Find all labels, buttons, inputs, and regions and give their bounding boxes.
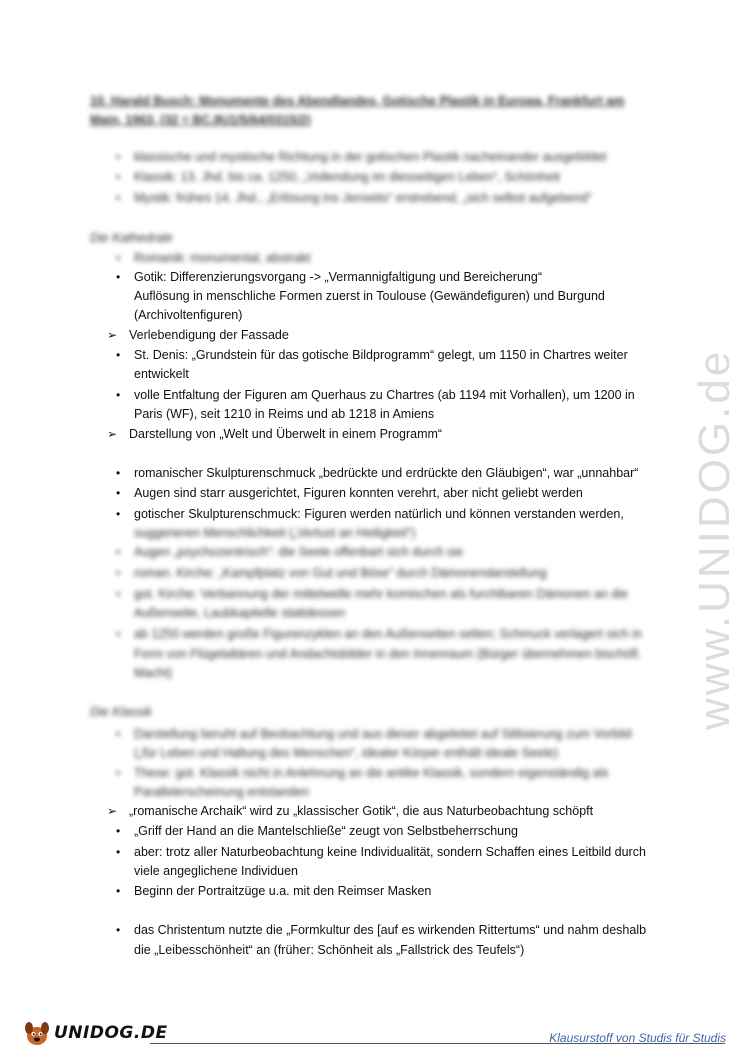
text-line: („für Leben und Haltung des Menschen“, idealer Körper enthält ideale Seele) [134, 746, 558, 760]
watermark: www.UNIDOG.de [690, 348, 739, 730]
text-line: suggerieren Menschlichkeit („Verlust an Heiligkeit“) [134, 526, 416, 540]
text-line: romanischer Skulpturenschmuck „bedrückte und erdrückte den Gläubigen“, war „unnahbar“ [134, 466, 639, 480]
text-line: Macht) [134, 666, 173, 680]
text-line: Darstellung von „Welt und Überwelt in einem Programm“ [129, 427, 443, 441]
arrow-bullet-icon: ➢ [107, 427, 118, 441]
text-line: got. Kirche: Verbannung der mittelwelle mehr komischen als furchtbaren Dämonen an die [134, 587, 629, 601]
section-title-kathedrale: Die Kathedrale [90, 231, 173, 245]
text-line: Mystik: frühes 14. Jhd., „Erlösung ins Jenseits“ erstrebend, „sich selbst aufgebend“ [134, 191, 592, 205]
bullet-dot-icon: • [116, 545, 121, 559]
text-line: das Christentum nutzte die „Formkultur des [auf es wirkenden Rittertums“ und nahm deshalb [134, 923, 647, 937]
bullet-dot-icon: • [116, 251, 121, 265]
bullet-dot-icon: • [116, 507, 121, 521]
text-line: die „Leibesschönheit“ an (früher: Schönheit als „Fallstrick des Teufels“) [134, 943, 525, 957]
text-line: Romanik: monumental, abstrakt [134, 251, 311, 265]
bullet-dot-icon: • [116, 587, 121, 601]
logo-text: UNIDOG.DE [54, 1023, 168, 1043]
text-line: Paris (WF), seit 1210 in Reims und ab 1218 in Amiens [134, 407, 435, 421]
text-line: Form von Flügelaltären und Andachtsbilder in den Innenraum (Bürger übernehmen bischöfl. [134, 647, 642, 661]
bullet-dot-icon: • [116, 170, 121, 184]
unidog-logo [22, 1018, 168, 1048]
bullet-dot-icon: • [116, 270, 121, 284]
text-line: roman. Kirche: „Kampfplatz von Gut und Böse“ durch Dämonendarstellung [134, 566, 547, 580]
text-line: Gotik: Differenzierungsvorgang -> „Vermannigfaltigung und Bereicherung“ [134, 270, 542, 284]
bullet-dot-icon: • [116, 766, 121, 780]
text-line: Augen sind starr ausgerichtet, Figuren konnten verehrt, aber nicht geliebt werden [134, 486, 583, 500]
text-line: These: got. Klassik nicht in Anlehnung an die antike Klassik, sondern eigenständig als [134, 766, 609, 780]
text-line: Darstellung beruht auf Beobachtung und aus dieser abgeleitet auf Stilisierung zum Vorbild [134, 727, 632, 741]
document-heading: 10. Harald Busch: Monumente des Abendlandes, Gotische Plastik in Europa, Frankfurt am Main, 1963, (32 = BC.8U1/5/64/0315/2) [90, 94, 625, 127]
bullet-dot-icon: • [116, 348, 121, 362]
text-line: volle Entfaltung der Figuren am Querhaus zu Chartres (ab 1194 mit Vorhallen), um 1200 in [134, 388, 635, 402]
text-line: klassische und mystische Richtung in der gotischen Plastik nacheinander ausgebildet [134, 150, 607, 164]
footer-slogan: Klausurstoff von Studis für Studis [549, 1031, 726, 1045]
bullet-dot-icon: • [116, 845, 121, 859]
bullet-dot-icon: • [116, 884, 121, 898]
text-line: Augen „psychozentrisch“: die Seele offenbart sich durch sie [134, 545, 464, 559]
bullet-dot-icon: • [116, 388, 121, 402]
bullet-dot-icon: • [116, 627, 121, 641]
arrow-bullet-icon: ➢ [107, 328, 118, 342]
bullet-dot-icon: • [116, 727, 121, 741]
bullet-dot-icon: • [116, 923, 121, 937]
text-line: Verlebendigung der Fassade [129, 328, 289, 342]
text-line: Außenseite, Laubkapitelle stattdessen [134, 606, 346, 620]
text-line: aber: trotz aller Naturbeobachtung keine Individualität, sondern Schaffen eines Leitbild durch [134, 845, 646, 859]
text-line: (Archivoltenfiguren) [134, 308, 243, 322]
section-title-klassik: Die Klassik [90, 705, 152, 719]
text-line: St. Denis: „Grundstein für das gotische Bildprogramm“ gelegt, um 1150 in Chartres weiter [134, 348, 628, 362]
text-line: ab 1250 werden große Figurenzyklen an den Außenseiten selten; Schmuck verlagert sich in [134, 627, 642, 641]
text-line: Beginn der Portraitzüge u.a. mit den Reimser Masken [134, 884, 432, 898]
text-line: gotischer Skulpturenschmuck: Figuren werden natürlich und können verstanden werden, [134, 507, 624, 521]
bullet-dot-icon: • [116, 466, 121, 480]
bullet-dot-icon: • [116, 191, 121, 205]
text-line: viele angeglichene Individuen [134, 864, 299, 878]
text-line: entwickelt [134, 367, 189, 381]
text-line: Auflösung in menschliche Formen zuerst in Toulouse (Gewändefiguren) und Burgund [134, 289, 605, 303]
text-line: Klassik: 13. Jhd. bis ca. 1250, „Vollendung im diesseitigen Leben“, Schönheit [134, 170, 560, 184]
text-line: „romanische Archaik“ wird zu „klassischer Gotik“, die aus Naturbeobachtung schöpft [129, 804, 594, 818]
bullet-dot-icon: • [116, 824, 121, 838]
dog-icon [22, 1018, 52, 1048]
bullet-dot-icon: • [116, 486, 121, 500]
arrow-bullet-icon: ➢ [107, 804, 118, 818]
bullet-dot-icon: • [116, 150, 121, 164]
text-line: „Griff der Hand an die Mantelschließe“ zeugt von Selbstbeherrschung [134, 824, 519, 838]
bullet-dot-icon: • [116, 566, 121, 580]
text-line: Parallelerscheinung entstanden [134, 785, 310, 799]
